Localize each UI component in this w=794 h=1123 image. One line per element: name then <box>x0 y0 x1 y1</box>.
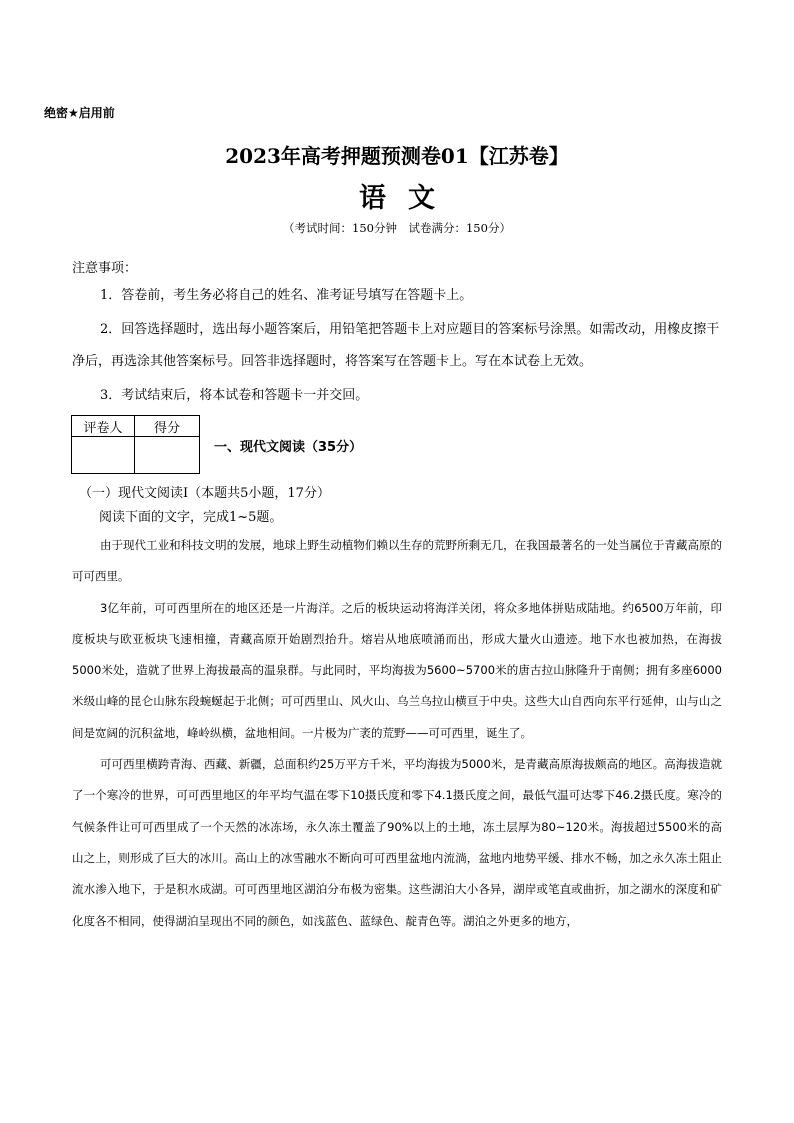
passage-paragraph: 3亿年前，可可西里所在的地区还是一片海洋。之后的板块运动将海洋关闭，将众多地体拼贴成陆地。约6500万年前，印度板块与欧亚板块飞速相撞，青藏高原开始剧烈抬升。熔岩从地底喷涌而出，形成大量火山遗迹。地下水也被加热，在海拔5000米处，造就了世界上海拔最高的温泉群。与此同时，平均海拔为5600~5700米的唐古拉山脉隆升于南侧；拥有多座6000米级山峰的昆仑山脉东段蜿蜒起于北侧；可可西里山、风火山、乌兰乌拉山横亘于中央。这些大山自西向东平行延伸，山与山之间是宽阔的沉积盆地，峰岭纵横，盆地相间。一片极为广袤的荒野——可可西里，诞生了。 <box>72 600 722 740</box>
notice-item-2: 2．回答选择题时，选出每小题答案后，用铅笔把答题卡上对应题目的答案标号涂黑。如需改动，用橡皮擦干净后，再选涂其他答案标号。回答非选择题时，将答案写在答题卡上。写在本试卷上无效。 <box>72 322 720 369</box>
notice-heading: 注意事项： <box>72 261 138 276</box>
confidential-label: 绝密★启用前 <box>44 106 115 120</box>
notice-item-3: 3．考试结束后，将本试卷和答题卡一并交回。 <box>100 388 369 403</box>
grader-header: 评卷人 <box>72 416 135 437</box>
notice-item-1: 1．答卷前，考生务必将自己的姓名、准考证号填写在答题卡上。 <box>100 288 473 303</box>
subject-title: 语文 <box>359 183 457 214</box>
passage-paragraph: 可可西里横跨青海、西藏、新疆，总面积约25万平方千米，平均海拔为5000米，是青藏高原海拔颇高的地区。高海拔造就了一个寒冷的世界，可可西里地区的年平均气温在零下10摄氏度和零下4.1摄氏度之间，最低气温可达零下46.2摄氏度。寒冷的气候条件让可可西里成了一个天然的冰冻场，永久冻土覆盖了90%以上的土地，冻土层厚为80~120米。海拔超过5500米的高山之上，则形成了巨大的冰川。高山上的冰雪融水不断向可可西里盆地内流淌，盆地内地势平缓、排水不畅，加之永久冻土阻止流水渗入地下，于是积水成湖。可可西里地区湖泊分布极为密集。这些湖泊大小各异，湖岸或笔直或曲折，加之湖水的深度和矿化度各不相同，使得湖泊呈现出不同的颜色，如浅蓝色、蓝绿色、靛青色等。湖泊之外更多的地方， <box>72 757 722 928</box>
passage-paragraph: 由于现代工业和科技文明的发展，地球上野生动植物们赖以生存的荒野所剩无几，在我国最著名的一处当属位于青藏高原的可可西里。 <box>72 538 722 584</box>
score-table <box>71 415 200 474</box>
score-cell[interactable] <box>135 437 200 474</box>
reading-passage <box>72 530 722 937</box>
score-header: 得分 <box>135 416 200 437</box>
grader-cell[interactable] <box>72 437 135 474</box>
sub-section-heading: （一）现代文阅读Ⅰ（本题共5小题，17分） <box>79 486 330 501</box>
exam-time-and-score: （考试时间：150分钟 试卷满分：150分） <box>283 221 511 235</box>
exam-title: 2023年高考押题预测卷01【江苏卷】 <box>225 144 569 168</box>
reading-instruction: 阅读下面的文字，完成1~5题。 <box>99 510 283 525</box>
section-heading: 一、现代文阅读（35分） <box>214 440 363 455</box>
